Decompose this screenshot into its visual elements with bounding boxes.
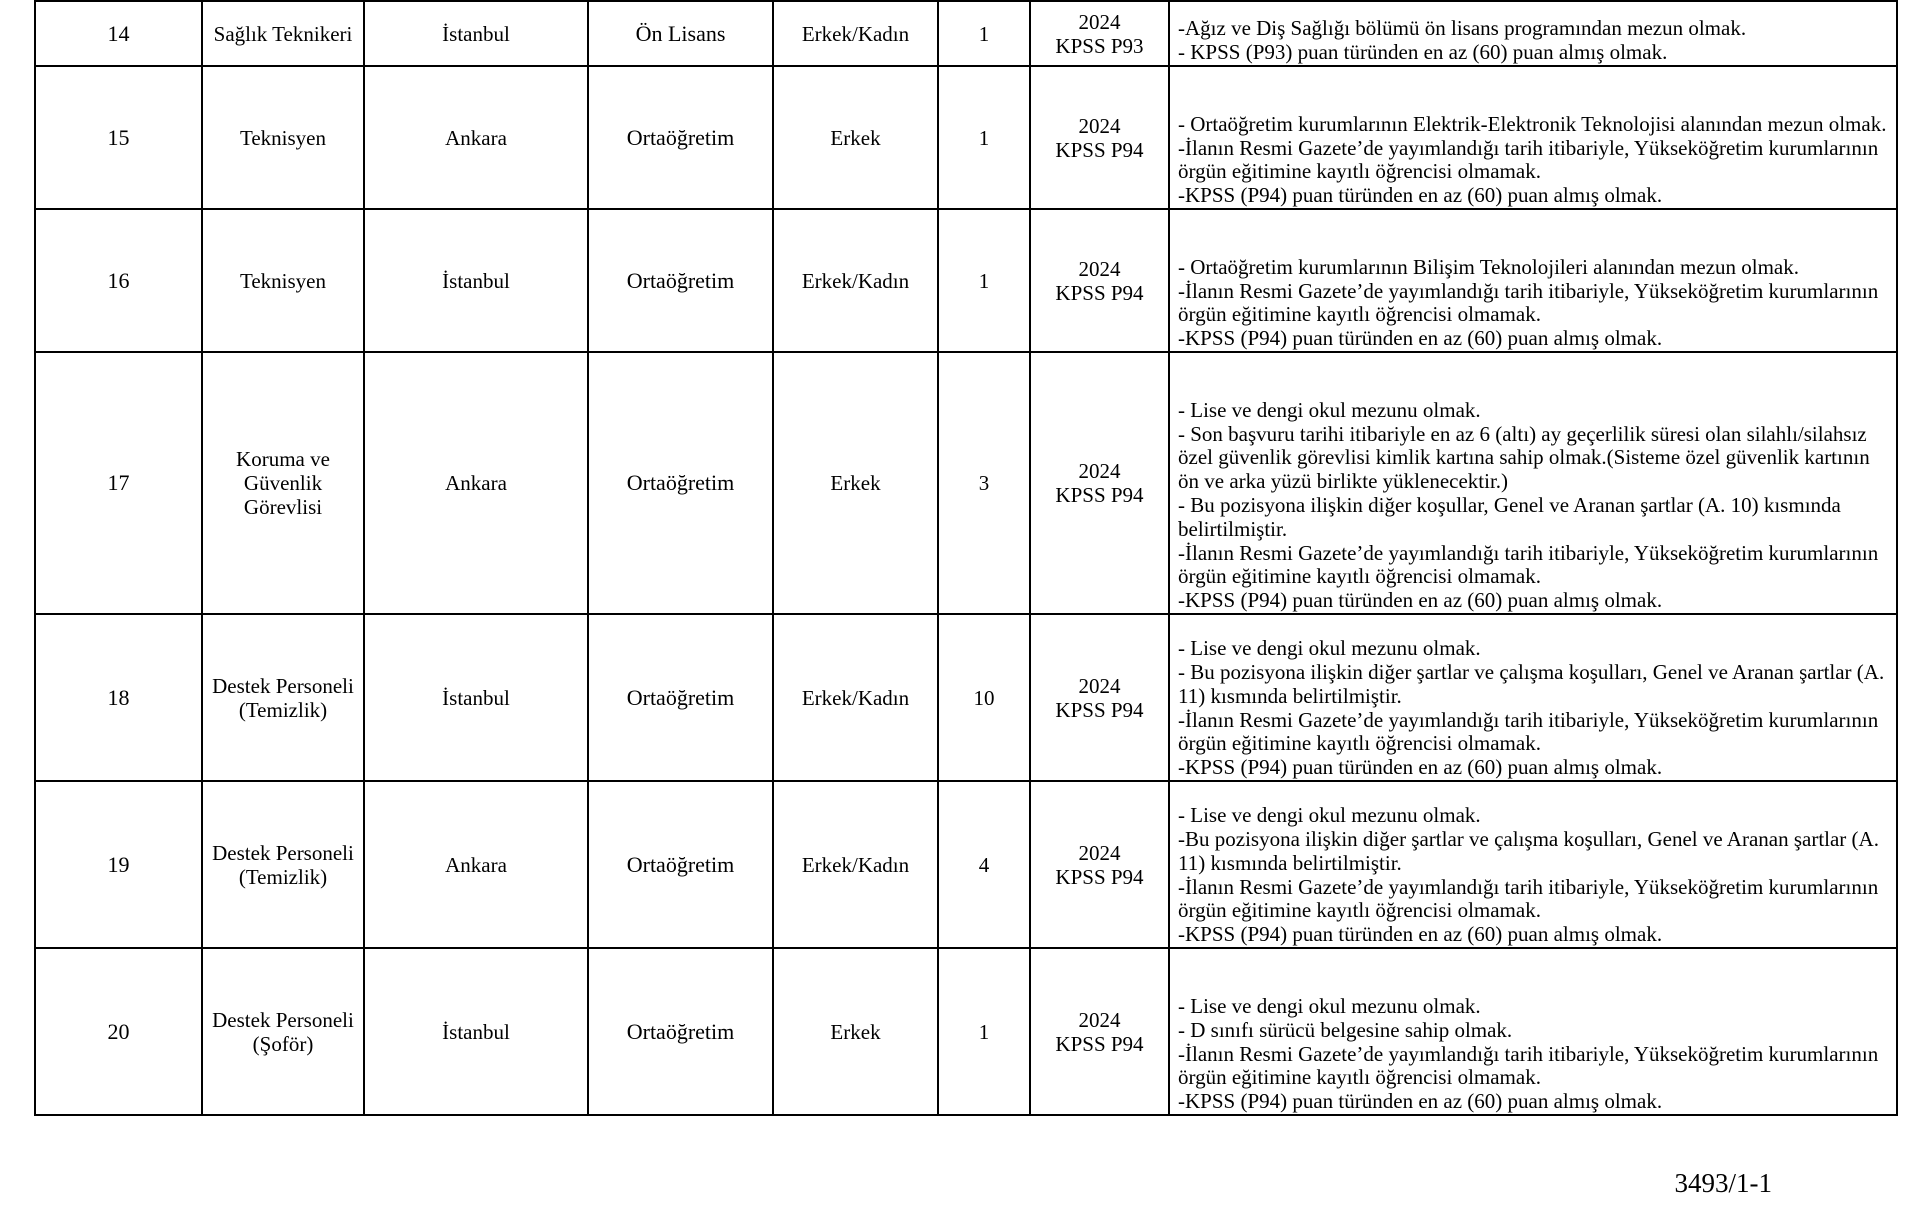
- requirement-item: -KPSS (P94) puan türünden en az (60) puan almış olmak.: [1178, 1089, 1663, 1114]
- education-level: Ön Lisans: [588, 1, 773, 66]
- requirement-item: - Bu pozisyona ilişkin diğer şartlar ve çalışma koşulları, Genel ve Aranan şartlar (A. 11) kısmında belirtilmiştir.: [1178, 660, 1885, 708]
- row-number: 17: [35, 352, 202, 614]
- requirements: [1169, 1, 1897, 66]
- exam-type: [1030, 948, 1169, 1115]
- exam-line: KPSS P94: [1055, 137, 1144, 162]
- position-count: 10: [938, 614, 1030, 781]
- exam-line: 2024: [1078, 9, 1121, 34]
- gender: Erkek: [773, 66, 938, 209]
- requirement-item: -İlanın Resmi Gazete’de yayımlandığı tarih itibariyle, Yükseköğretim kurumlarının örgün eğitimine kayıtlı öğrencisi olmamak.: [1178, 707, 1879, 756]
- requirement-item: - D sınıfı sürücü belgesine sahip olmak.: [1178, 1017, 1513, 1042]
- exam-line: KPSS P93: [1055, 33, 1144, 58]
- requirement-item: - KPSS (P93) puan türünden en az (60) puan almış olmak.: [1178, 40, 1668, 65]
- requirement-item: -KPSS (P94) puan türünden en az (60) puan almış olmak.: [1178, 922, 1663, 947]
- position-city: Ankara: [364, 66, 588, 209]
- requirement-item: - Bu pozisyona ilişkin diğer koşullar, Genel ve Aranan şartlar (A. 10) kısmında belirtilmiştir.: [1178, 493, 1841, 541]
- gender: Erkek: [773, 352, 938, 614]
- position-count: 1: [938, 66, 1030, 209]
- position-title: Teknisyen: [202, 209, 364, 352]
- education-level: Ortaöğretim: [588, 66, 773, 209]
- exam-line: 2024: [1078, 673, 1121, 698]
- page-number: 3493/1-1: [1674, 1168, 1772, 1198]
- requirement-item: -İlanın Resmi Gazete’de yayımlandığı tarih itibariyle, Yükseköğretim kurumlarının örgün eğitimine kayıtlı öğrencisi olmamak.: [1178, 874, 1879, 923]
- position-city: İstanbul: [364, 209, 588, 352]
- row-number: 16: [35, 209, 202, 352]
- requirements: [1169, 352, 1897, 614]
- table-row: [35, 614, 1897, 781]
- education-level: Ortaöğretim: [588, 948, 773, 1115]
- position-count: 1: [938, 209, 1030, 352]
- exam-type: [1030, 352, 1169, 614]
- row-number: 14: [35, 1, 202, 66]
- table-row: [35, 948, 1897, 1115]
- requirement-item: -İlanın Resmi Gazete’de yayımlandığı tarih itibariyle, Yükseköğretim kurumlarının örgün eğitimine kayıtlı öğrencisi olmamak.: [1178, 278, 1879, 327]
- requirements: [1169, 614, 1897, 781]
- requirements: [1169, 781, 1897, 948]
- position-count: 4: [938, 781, 1030, 948]
- table-row: [35, 781, 1897, 948]
- requirement-item: -İlanın Resmi Gazete’de yayımlandığı tarih itibariyle, Yükseköğretim kurumlarının örgün eğitimine kayıtlı öğrencisi olmamak.: [1178, 135, 1879, 184]
- requirement-item: -İlanın Resmi Gazete’de yayımlandığı tarih itibariyle, Yükseköğretim kurumlarının örgün eğitimine kayıtlı öğrencisi olmamak.: [1178, 540, 1879, 589]
- table-row: [35, 66, 1897, 209]
- requirement-item: -KPSS (P94) puan türünden en az (60) puan almış olmak.: [1178, 755, 1663, 780]
- position-city: İstanbul: [364, 948, 588, 1115]
- requirement-item: - Son başvuru tarihi itibariyle en az 6 (altı) ay geçerlilik süresi olan silahlı/silahsız özel güvenlik görevlisi kimlik kartına sahip olmak.(Sisteme özel güvenlik kartının ön ve arka yüzü birlikte yüklenecektir.): [1178, 421, 1870, 494]
- position-city: İstanbul: [364, 1, 588, 66]
- exam-line: 2024: [1078, 840, 1121, 865]
- exam-type: [1030, 66, 1169, 209]
- position-title: Destek Personeli (Şoför): [202, 948, 364, 1115]
- position-city: Ankara: [364, 352, 588, 614]
- position-title: Teknisyen: [202, 66, 364, 209]
- position-city: İstanbul: [364, 614, 588, 781]
- requirement-item: -Bu pozisyona ilişkin diğer şartlar ve çalışma koşulları, Genel ve Aranan şartlar (A. 11) kısmında belirtilmiştir.: [1178, 827, 1879, 875]
- position-title: Destek Personeli (Temizlik): [202, 614, 364, 781]
- requirement-item: - Lise ve dengi okul mezunu olmak.: [1178, 397, 1481, 422]
- exam-line: KPSS P94: [1055, 864, 1144, 889]
- row-number: 15: [35, 66, 202, 209]
- exam-line: 2024: [1078, 1007, 1121, 1032]
- row-number: 19: [35, 781, 202, 948]
- requirement-item: - Ortaöğretim kurumlarının Bilişim Teknolojileri alanından mezun olmak.: [1178, 254, 1800, 279]
- positions-table: [34, 0, 1898, 1116]
- row-number: 20: [35, 948, 202, 1115]
- requirement-item: -KPSS (P94) puan türünden en az (60) puan almış olmak.: [1178, 588, 1663, 613]
- exam-line: KPSS P94: [1055, 483, 1144, 507]
- exam-type: [1030, 1, 1169, 66]
- gender: Erkek/Kadın: [773, 1, 938, 66]
- position-count: 1: [938, 1, 1030, 66]
- gender: Erkek/Kadın: [773, 781, 938, 948]
- requirement-item: - Lise ve dengi okul mezunu olmak.: [1178, 994, 1481, 1019]
- education-level: Ortaöğretim: [588, 352, 773, 614]
- requirement-item: - Lise ve dengi okul mezunu olmak.: [1178, 636, 1481, 661]
- row-number: 18: [35, 614, 202, 781]
- requirements: [1169, 66, 1897, 209]
- position-city: Ankara: [364, 781, 588, 948]
- table-row: [35, 209, 1897, 352]
- requirement-item: - Ortaöğretim kurumlarının Elektrik-Elektronik Teknolojisi alanından mezun olmak.: [1178, 111, 1887, 136]
- table-row: [35, 352, 1897, 614]
- position-count: 1: [938, 948, 1030, 1115]
- exam-type: [1030, 781, 1169, 948]
- requirements: [1169, 209, 1897, 352]
- exam-line: KPSS P94: [1055, 1031, 1144, 1056]
- requirements: [1169, 948, 1897, 1115]
- exam-type: [1030, 209, 1169, 352]
- exam-type: [1030, 614, 1169, 781]
- gender: Erkek/Kadın: [773, 614, 938, 781]
- education-level: Ortaöğretim: [588, 209, 773, 352]
- gender: Erkek: [773, 948, 938, 1115]
- position-title: Destek Personeli (Temizlik): [202, 781, 364, 948]
- exam-line: 2024: [1078, 459, 1121, 483]
- requirement-item: -Ağız ve Diş Sağlığı bölümü ön lisans programından mezun olmak.: [1178, 16, 1747, 41]
- position-title: Koruma ve Güvenlik Görevlisi: [202, 352, 364, 614]
- position-title: Sağlık Teknikeri: [202, 1, 364, 66]
- position-count: 3: [938, 352, 1030, 614]
- exam-line: KPSS P94: [1055, 280, 1144, 305]
- requirement-item: -KPSS (P94) puan türünden en az (60) puan almış olmak.: [1178, 326, 1663, 351]
- education-level: Ortaöğretim: [588, 781, 773, 948]
- exam-line: 2024: [1078, 256, 1121, 281]
- requirement-item: -İlanın Resmi Gazete’de yayımlandığı tarih itibariyle, Yükseköğretim kurumlarının örgün eğitimine kayıtlı öğrencisi olmamak.: [1178, 1041, 1879, 1090]
- table-row: [35, 1, 1897, 66]
- requirement-item: - Lise ve dengi okul mezunu olmak.: [1178, 803, 1481, 828]
- exam-line: KPSS P94: [1055, 697, 1144, 722]
- gender: Erkek/Kadın: [773, 209, 938, 352]
- requirement-item: -KPSS (P94) puan türünden en az (60) puan almış olmak.: [1178, 183, 1663, 208]
- exam-line: 2024: [1078, 113, 1121, 138]
- education-level: Ortaöğretim: [588, 614, 773, 781]
